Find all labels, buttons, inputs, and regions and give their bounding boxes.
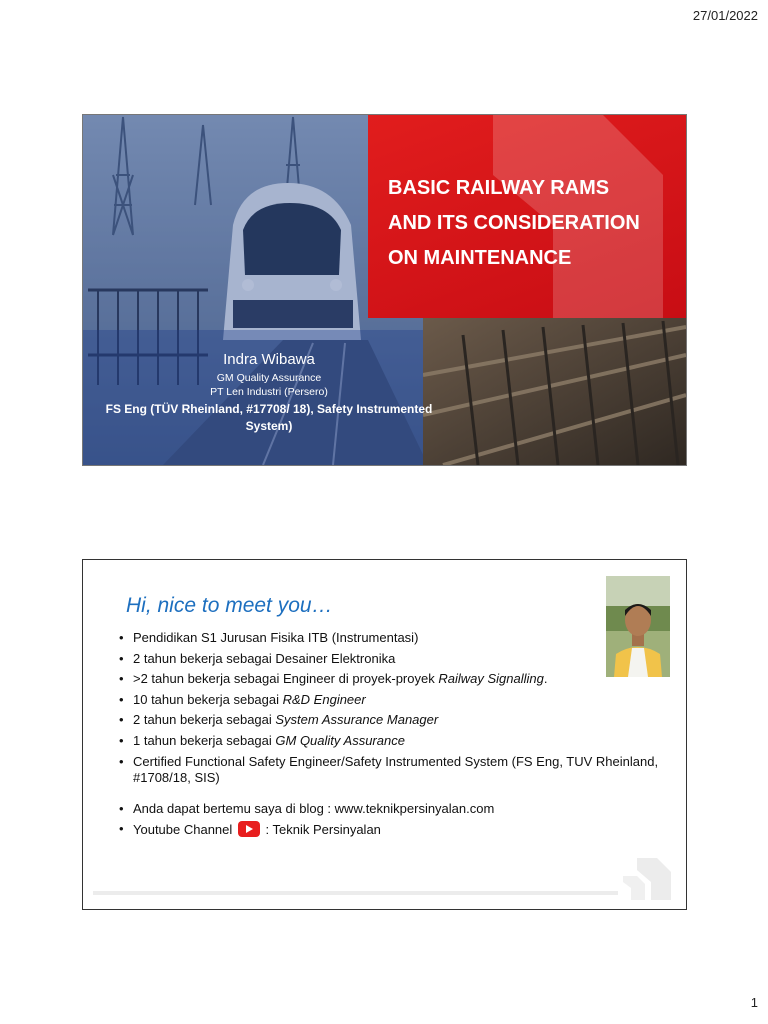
item-emphasis: Railway Signalling <box>438 671 544 687</box>
presenter-company: PT Len Industri (Persero) <box>210 386 328 398</box>
intro-slide <box>82 559 687 910</box>
presenter-certification: FS Eng (TÜV Rheinland, #17708/ 18), Safety Instrumented System) <box>105 402 433 433</box>
item-text: >2 tahun bekerja sebagai Engineer di proyek-proyek <box>133 671 439 687</box>
list-item <box>115 821 675 838</box>
youtube-label: Youtube Channel <box>133 822 233 838</box>
bullet-glyph: • <box>119 691 124 707</box>
title-line: BASIC RAILWAY RAMS <box>388 177 610 199</box>
item-text: 2 tahun bekerja sebagai Desainer Elektronika <box>133 650 396 666</box>
list-item <box>115 651 675 667</box>
title-slide <box>82 114 687 466</box>
list-item <box>115 801 675 817</box>
title-line: ON MAINTENANCE <box>388 247 572 269</box>
item-emphasis: GM Quality Assurance <box>275 732 405 748</box>
list-item <box>115 692 675 708</box>
youtube-channel-name: : Teknik Persinyalan <box>265 822 381 838</box>
presenter-info <box>103 351 435 435</box>
company-logo-watermark-small <box>623 858 677 900</box>
bullet-glyph: • <box>119 753 124 769</box>
item-emphasis: R&D Engineer <box>282 691 366 707</box>
bullet-glyph: • <box>119 732 124 748</box>
title-line: AND ITS CONSIDERATION <box>388 212 640 234</box>
youtube-icon <box>238 821 260 837</box>
list-item <box>115 712 675 728</box>
presenter-name: Indra Wibawa <box>223 351 315 368</box>
blog-text: Anda dapat bertemu saya di blog : www.teknikpersinyalan.com <box>133 800 495 816</box>
item-text: 10 tahun bekerja sebagai <box>133 691 283 707</box>
list-item <box>115 630 675 646</box>
bio-list <box>115 630 675 843</box>
item-text: 1 tahun bekerja sebagai <box>133 732 276 748</box>
bullet-glyph: • <box>119 650 124 666</box>
item-text: Certified Functional Safety Engineer/Safety Instrumented System (FS Eng, TUV Rheinland, #1708/18, SIS) <box>133 753 659 785</box>
bullet-glyph: • <box>119 712 124 728</box>
bullet-glyph: • <box>119 821 124 837</box>
title-panel <box>368 115 686 318</box>
bullet-glyph: • <box>119 630 124 645</box>
item-text: 2 tahun bekerja sebagai <box>133 712 276 728</box>
presentation-title <box>388 171 686 276</box>
list-item <box>115 733 675 749</box>
page-number: 1 <box>750 995 758 1010</box>
item-suffix: . <box>543 671 548 687</box>
list-item <box>115 671 675 687</box>
page-date: 27/01/2022 <box>692 8 758 23</box>
slide-heading: Hi, nice to meet you… <box>126 594 333 617</box>
item-text: Pendidikan S1 Jurusan Fisika ITB (Instrumentasi) <box>133 630 419 645</box>
item-emphasis: System Assurance Manager <box>275 712 439 728</box>
list-item <box>115 754 675 786</box>
bullet-glyph: • <box>119 671 124 687</box>
footer-divider <box>93 891 618 895</box>
bullet-glyph: • <box>119 800 124 816</box>
presenter-position: GM Quality Assurance <box>216 372 322 384</box>
